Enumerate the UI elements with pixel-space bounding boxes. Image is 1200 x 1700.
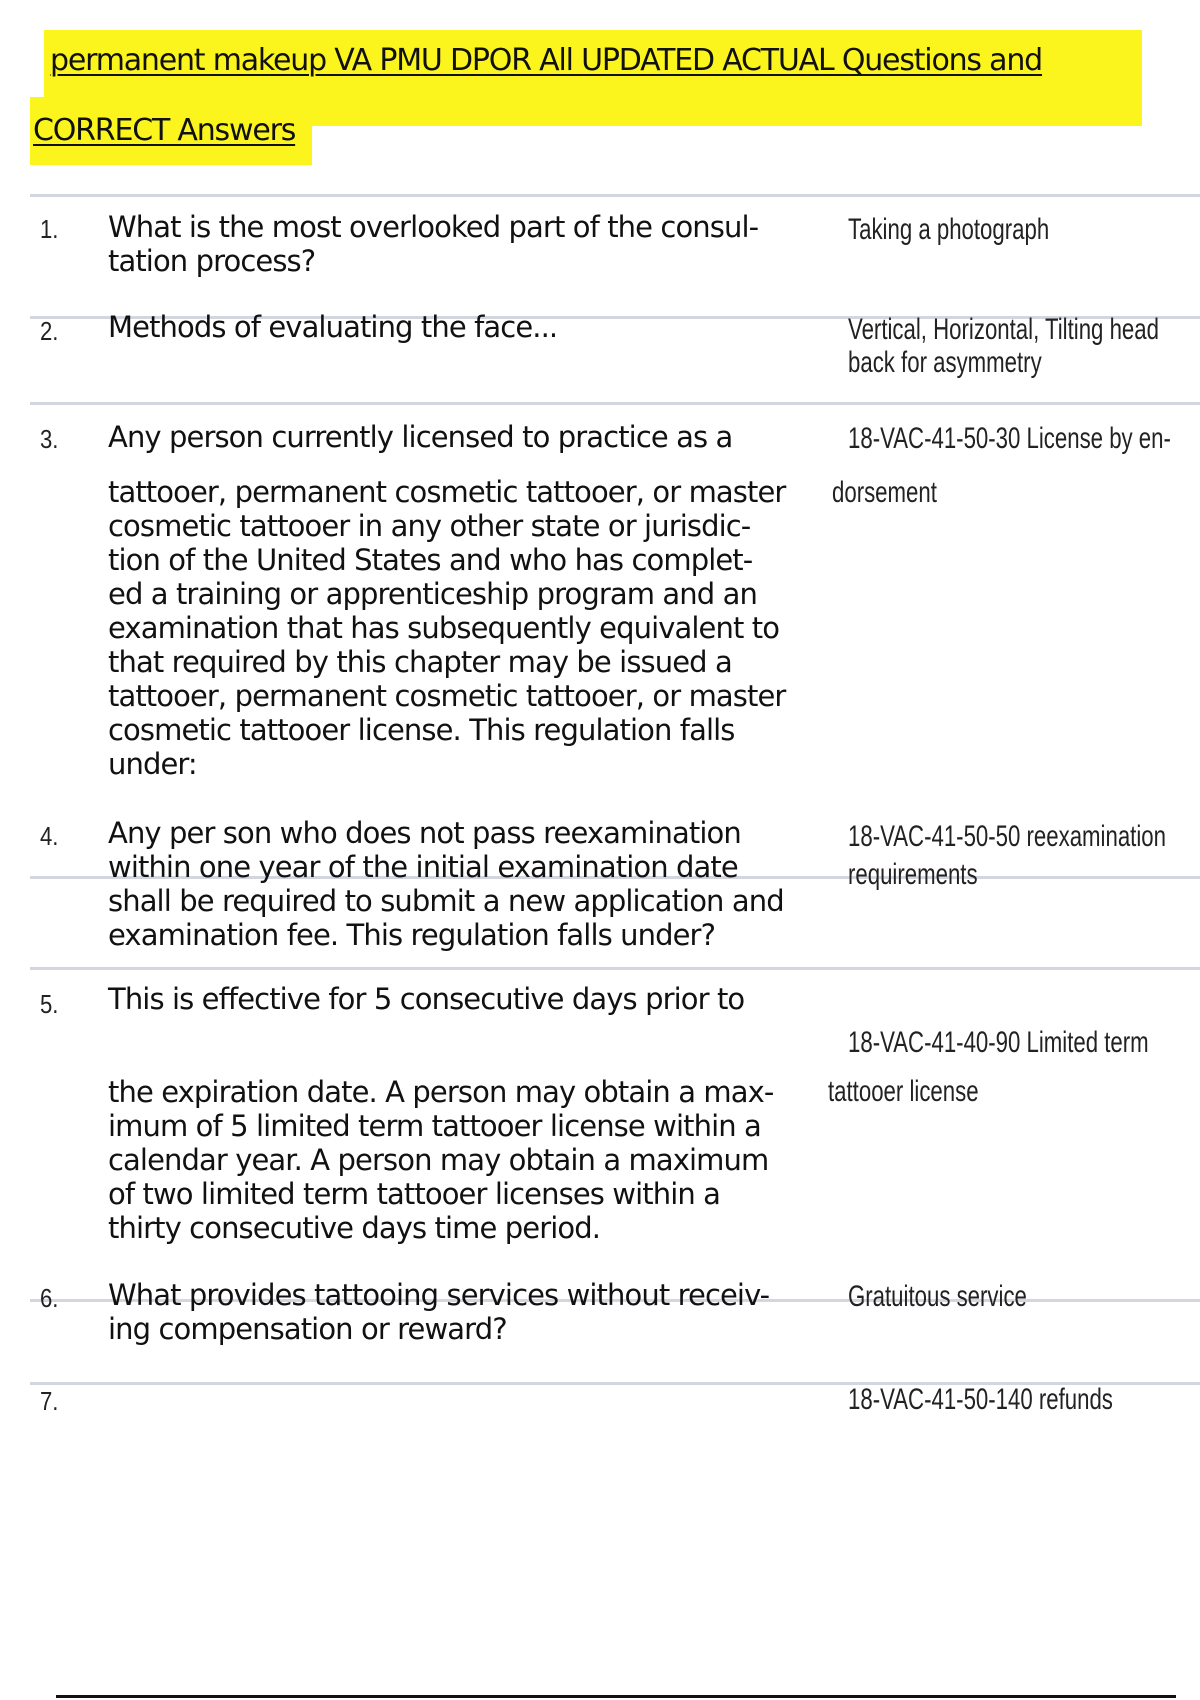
question-line: tattooer, permanent cosmetic tattooer, or master <box>108 679 786 713</box>
item-number: 1. <box>40 214 59 244</box>
question-line: tattooer, permanent cosmetic tattooer, or master <box>108 475 786 509</box>
question-line: tation process? <box>108 244 316 278</box>
question-line: tion of the United States and who has complet- <box>108 543 753 577</box>
answer-line: 18-VAC-41-40-90 Limited term <box>848 1026 1149 1059</box>
document-title-line-2: CORRECT Answers <box>30 97 312 165</box>
answer-line: tattooer license <box>828 1075 979 1108</box>
item-number: 5. <box>40 989 59 1019</box>
item-number: 7. <box>40 1386 59 1416</box>
answer-line: dorsement <box>832 476 937 509</box>
answer-line: 18-VAC-41-50-140 refunds <box>848 1383 1113 1416</box>
question-line: examination that has subsequently equivalent to <box>108 611 780 645</box>
question-line: examination fee. This regulation falls under? <box>108 918 716 952</box>
answer-line: Gratuitous service <box>848 1280 1027 1313</box>
question-line: Methods of evaluating the face... <box>108 310 558 344</box>
question-line: calendar year. A person may obtain a maximum <box>108 1143 769 1177</box>
question-line: cosmetic tattooer license. This regulation falls <box>108 713 735 747</box>
item-number: 6. <box>40 1283 59 1313</box>
row-divider <box>30 194 1200 197</box>
item-number: 3. <box>40 424 59 454</box>
document-title-line-1: permanent makeup VA PMU DPOR All UPDATED ACTUAL Questions and <box>44 30 1142 126</box>
row-divider <box>30 402 1200 405</box>
row-divider <box>30 967 1200 970</box>
answer-line: Vertical, Horizontal, Tilting head <box>848 313 1159 346</box>
question-line: of two limited term tattooer licenses within a <box>108 1177 721 1211</box>
question-line: Any per son who does not pass reexamination <box>108 816 741 850</box>
question-line: thirty consecutive days time period. <box>108 1211 601 1245</box>
question-line: within one year of the initial examination date <box>108 850 738 884</box>
page-bottom-rule <box>56 1695 1176 1698</box>
question-line: Any person currently licensed to practice as a <box>108 420 733 454</box>
question-line: shall be required to submit a new application and <box>108 884 784 918</box>
answer-line: 18-VAC-41-50-50 reexamination <box>848 820 1166 853</box>
question-line: cosmetic tattooer in any other state or jurisdic- <box>108 509 751 543</box>
question-line: ed a training or apprenticeship program and an <box>108 577 757 611</box>
item-number: 4. <box>40 821 59 851</box>
question-line: ing compensation or reward? <box>108 1312 507 1346</box>
question-line: What is the most overlooked part of the consul- <box>108 210 759 244</box>
question-line: the expiration date. A person may obtain a max- <box>108 1075 774 1109</box>
answer-line: Taking a photograph <box>848 213 1050 246</box>
answer-line: back for asymmetry <box>848 346 1042 379</box>
question-line: under: <box>108 747 197 781</box>
question-line: imum of 5 limited term tattooer license within a <box>108 1109 761 1143</box>
answer-line: 18-VAC-41-50-30 License by en- <box>848 422 1171 455</box>
question-line: What provides tattooing services without receiv- <box>108 1278 770 1312</box>
answer-line: requirements <box>848 858 978 891</box>
question-line: This is effective for 5 consecutive days prior to <box>108 982 745 1016</box>
item-number: 2. <box>40 316 59 346</box>
question-line: that required by this chapter may be issued a <box>108 645 732 679</box>
